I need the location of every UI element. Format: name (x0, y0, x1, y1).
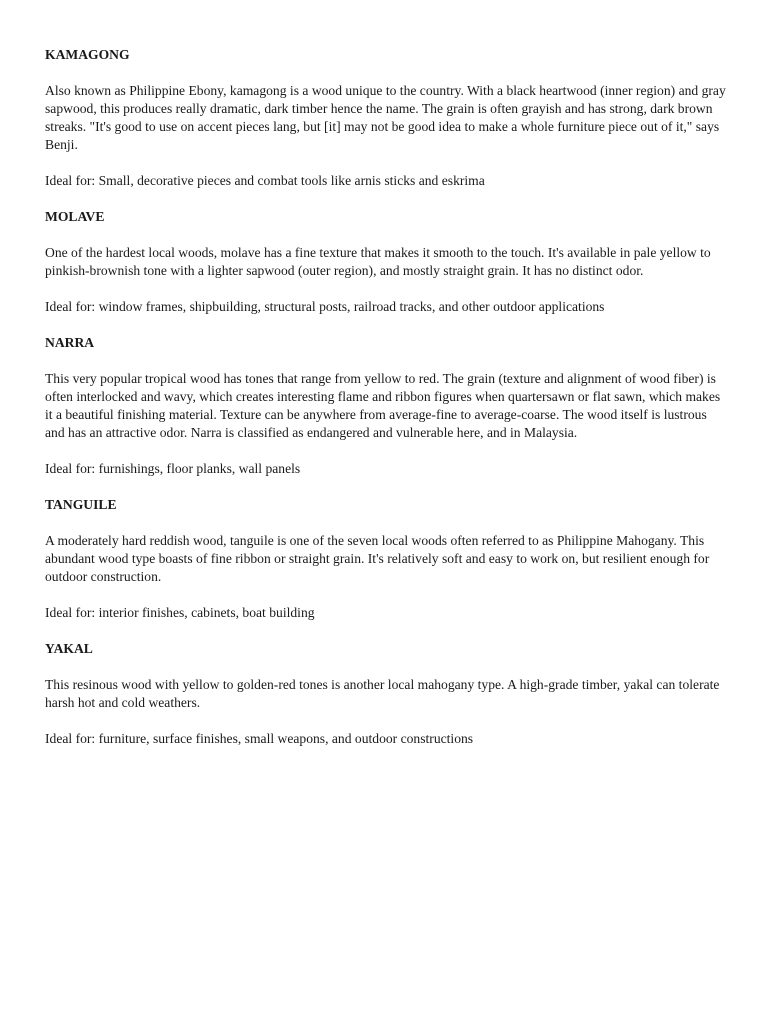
section-yakal (45, 640, 727, 748)
section-title: YAKAL (45, 641, 93, 656)
section-description: One of the hardest local woods, molave has a fine texture that makes it smooth to the touch. It's available in pale yellow to pinkish-brownish tone with a lighter sapwood (outer region), and mostly straight grain. It has no distinct odor. (45, 245, 711, 278)
section-title: NARRA (45, 335, 95, 350)
section-title: TANGUILE (45, 497, 117, 512)
section-title: KAMAGONG (45, 47, 130, 62)
section-ideal-for: Ideal for: window frames, shipbuilding, structural posts, railroad tracks, and other outdoor applications (45, 299, 605, 314)
document-page (45, 46, 727, 766)
section-molave (45, 208, 727, 316)
section-description: Also known as Philippine Ebony, kamagong is a wood unique to the country. With a black heartwood (inner region) and gray sapwood, this produces really dramatic, dark timber hence the name. The grain is often grayish and has strong, dark brown streaks. "It's good to use on accent pieces lang, but [it] may not be good idea to make a whole furniture piece out of it," says Benji. (45, 83, 726, 152)
section-ideal-for: Ideal for: interior finishes, cabinets, boat building (45, 605, 315, 620)
section-ideal-for: Ideal for: furnishings, floor planks, wall panels (45, 461, 301, 476)
section-description: A moderately hard reddish wood, tanguile is one of the seven local woods often referred to as Philippine Mahogany. This abundant wood type boasts of fine ribbon or straight grain. It's relatively soft and easy to work on, but resilient enough for outdoor construction. (45, 533, 710, 584)
section-tanguile (45, 496, 727, 622)
section-description: This very popular tropical wood has tones that range from yellow to red. The grain (texture and alignment of wood fiber) is often interlocked and wavy, which creates interesting flame and ribbon figures when quartersawn or flat sawn, which makes it a beautiful finishing material. Texture can be anywhere from average-fine to average-coarse. The wood itself is lustrous and has an attractive odor. Narra is classified as endangered and vulnerable here, and in Malaysia. (45, 371, 721, 440)
section-ideal-for: Ideal for: Small, decorative pieces and combat tools like arnis sticks and eskrima (45, 173, 485, 188)
section-title: MOLAVE (45, 209, 105, 224)
section-narra (45, 334, 727, 478)
section-kamagong (45, 46, 727, 190)
section-description: This resinous wood with yellow to golden-red tones is another local mahogany type. A high-grade timber, yakal can tolerate harsh hot and cold weathers. (45, 677, 720, 710)
section-ideal-for: Ideal for: furniture, surface finishes, small weapons, and outdoor constructions (45, 731, 474, 746)
